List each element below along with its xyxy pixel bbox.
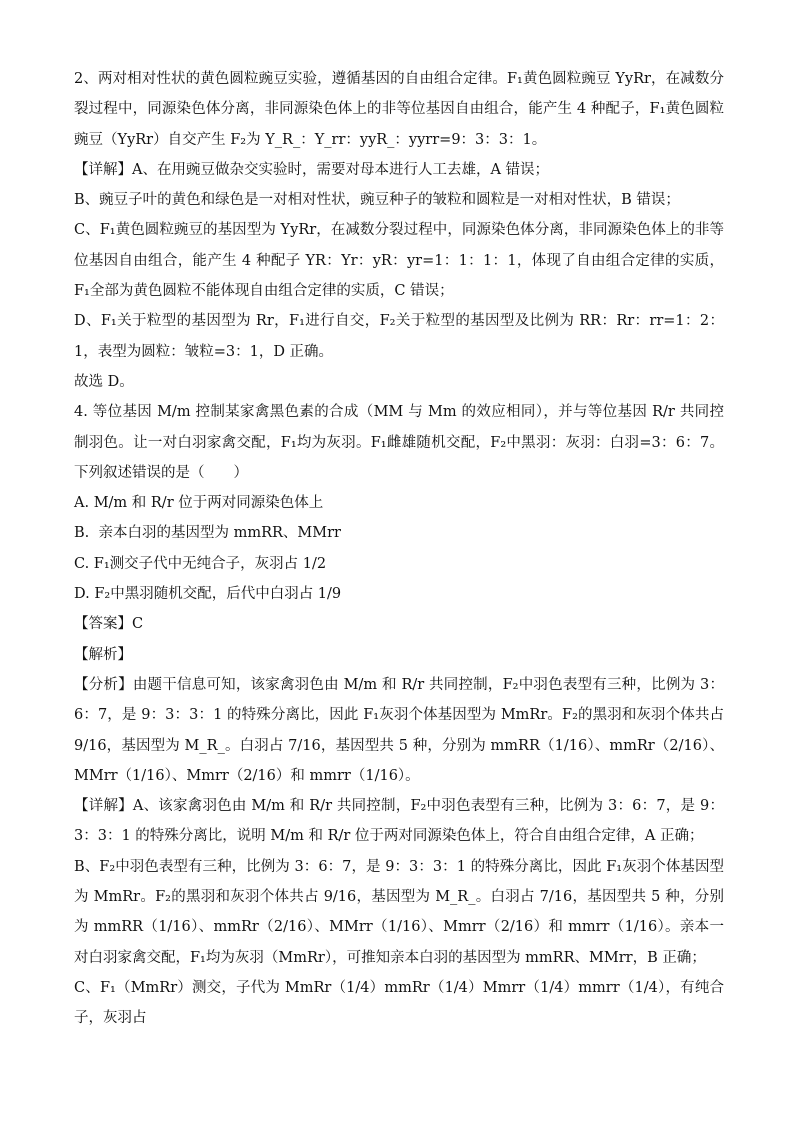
question-4-stem: 4. 等位基因 M/m 控制某家禽黑色素的合成（MM 与 Mm 的效应相同），并与等位基因 R/r 共同控制羽色。让一对白羽家禽交配，F₁均为灰羽。F₁雌雄随机交配，F₂中黑羽：灰羽：白羽=3：6：7。下列叙述错误的是（ ） (74, 404, 724, 481)
explanation-heading: 【解析】 (74, 646, 132, 663)
question-4-option-d: D. F₂中黑羽随机交配，后代中白羽占 1/9 (74, 586, 342, 603)
conclusion-q2: 故选 D。 (74, 373, 134, 390)
document-body (74, 64, 724, 1034)
analysis-paragraph-q2: 2、两对相对性状的黄色圆粒豌豆实验，遵循基因的自由组合定律。F₁黄色圆粒豌豆 YyRr，在减数分裂过程中，同源染色体分离，非同源染色体上的非等位基因自由组合，能产生 4 种配子，F₁黄色圆粒豌豆（YyRr）自交产生 F₂为 Y_R_：Y_rr：yyR_：yyrr=9：3：3：1。 (74, 71, 724, 148)
detail-option-b-q4: B、F₂中羽色表型有三种，比例为 3：6：7，是 9：3：3：1 的特殊分离比，因此 F₁灰羽个体基因型为 MmRr。F₂的黑羽和灰羽个体共占 9/16，基因型为 M_R_。白羽占 7/16，基因型共 5 种，分别为 mmRR（1/16）、mmRr（2/16）、MMrr（1/16）、Mmrr（2/16）和 mmrr（1/16）。亲本一对白羽家禽交配，F₁均为灰羽（MmRr），可推知亲本白羽的基因型为 mmRR、MMrr，B 正确； (74, 858, 724, 966)
detail-paragraph-q2: 【详解】A、在用豌豆做杂交实验时，需要对母本进行人工去雄，A 错误； (74, 161, 550, 178)
detail-option-b-q2: B、豌豆子叶的黄色和绿色是一对相对性状，豌豆种子的皱粒和圆粒是一对相对性状，B 错误； (74, 192, 680, 209)
detail-option-a-q4: 【详解】A、该家禽羽色由 M/m 和 R/r 共同控制，F₂中羽色表型有三种，比例为 3：6：7，是 9：3：3：1 的特殊分离比，说明 M/m 和 R/r 位于两对同源染色体上，符合自由组合定律，A 正确； (74, 798, 724, 845)
question-4-option-c: C. F₁测交子代中无纯合子，灰羽占 1/2 (74, 555, 327, 572)
question-4-option-b: B. 亲本白羽的基因型为 mmRR、MMrr (74, 525, 341, 542)
analysis-paragraph-q4: 【分析】由题干信息可知，该家禽羽色由 M/m 和 R/r 共同控制，F₂中羽色表型有三种，比例为 3：6：7，是 9：3：3：1 的特殊分离比，因此 F₁灰羽个体基因型为 MmRr。F₂的黑羽和灰羽个体共占 9/16，基因型为 M_R_。白羽占 7/16，基因型共 5 种，分别为 mmRR（1/16）、mmRr（2/16）、MMrr（1/16）、Mmrr（2/16）和 mmrr（1/16）。 (74, 676, 724, 784)
answer-line: 【答案】C (74, 616, 144, 633)
question-4-option-a: A. M/m 和 R/r 位于两对同源染色体上 (74, 495, 324, 512)
detail-option-c-q2: C、F₁黄色圆粒豌豆的基因型为 YyRr，在减数分裂过程中，同源染色体分离，非同源染色体上的非等位基因自由组合，能产生 4 种配子 YR：Yr：yR：yr=1：1：1：1，体现了自由组合定律的实质，F₁全部为黄色圆粒不能体现自由组合定律的实质，C 错误； (74, 222, 724, 300)
detail-option-d-q2: D、F₁关于粒型的基因型为 Rr，F₁进行自交，F₂关于粒型的基因型及比例为 RR：Rr：rr=1：2：1，表型为圆粒：皱粒=3：1，D 正确。 (74, 313, 724, 360)
detail-option-c-q4: C、F₁（MmRr）测交，子代为 MmRr（1/4）mmRr（1/4）Mmrr（1/4）mmrr（1/4），有纯合子，灰羽占 (74, 979, 724, 1027)
